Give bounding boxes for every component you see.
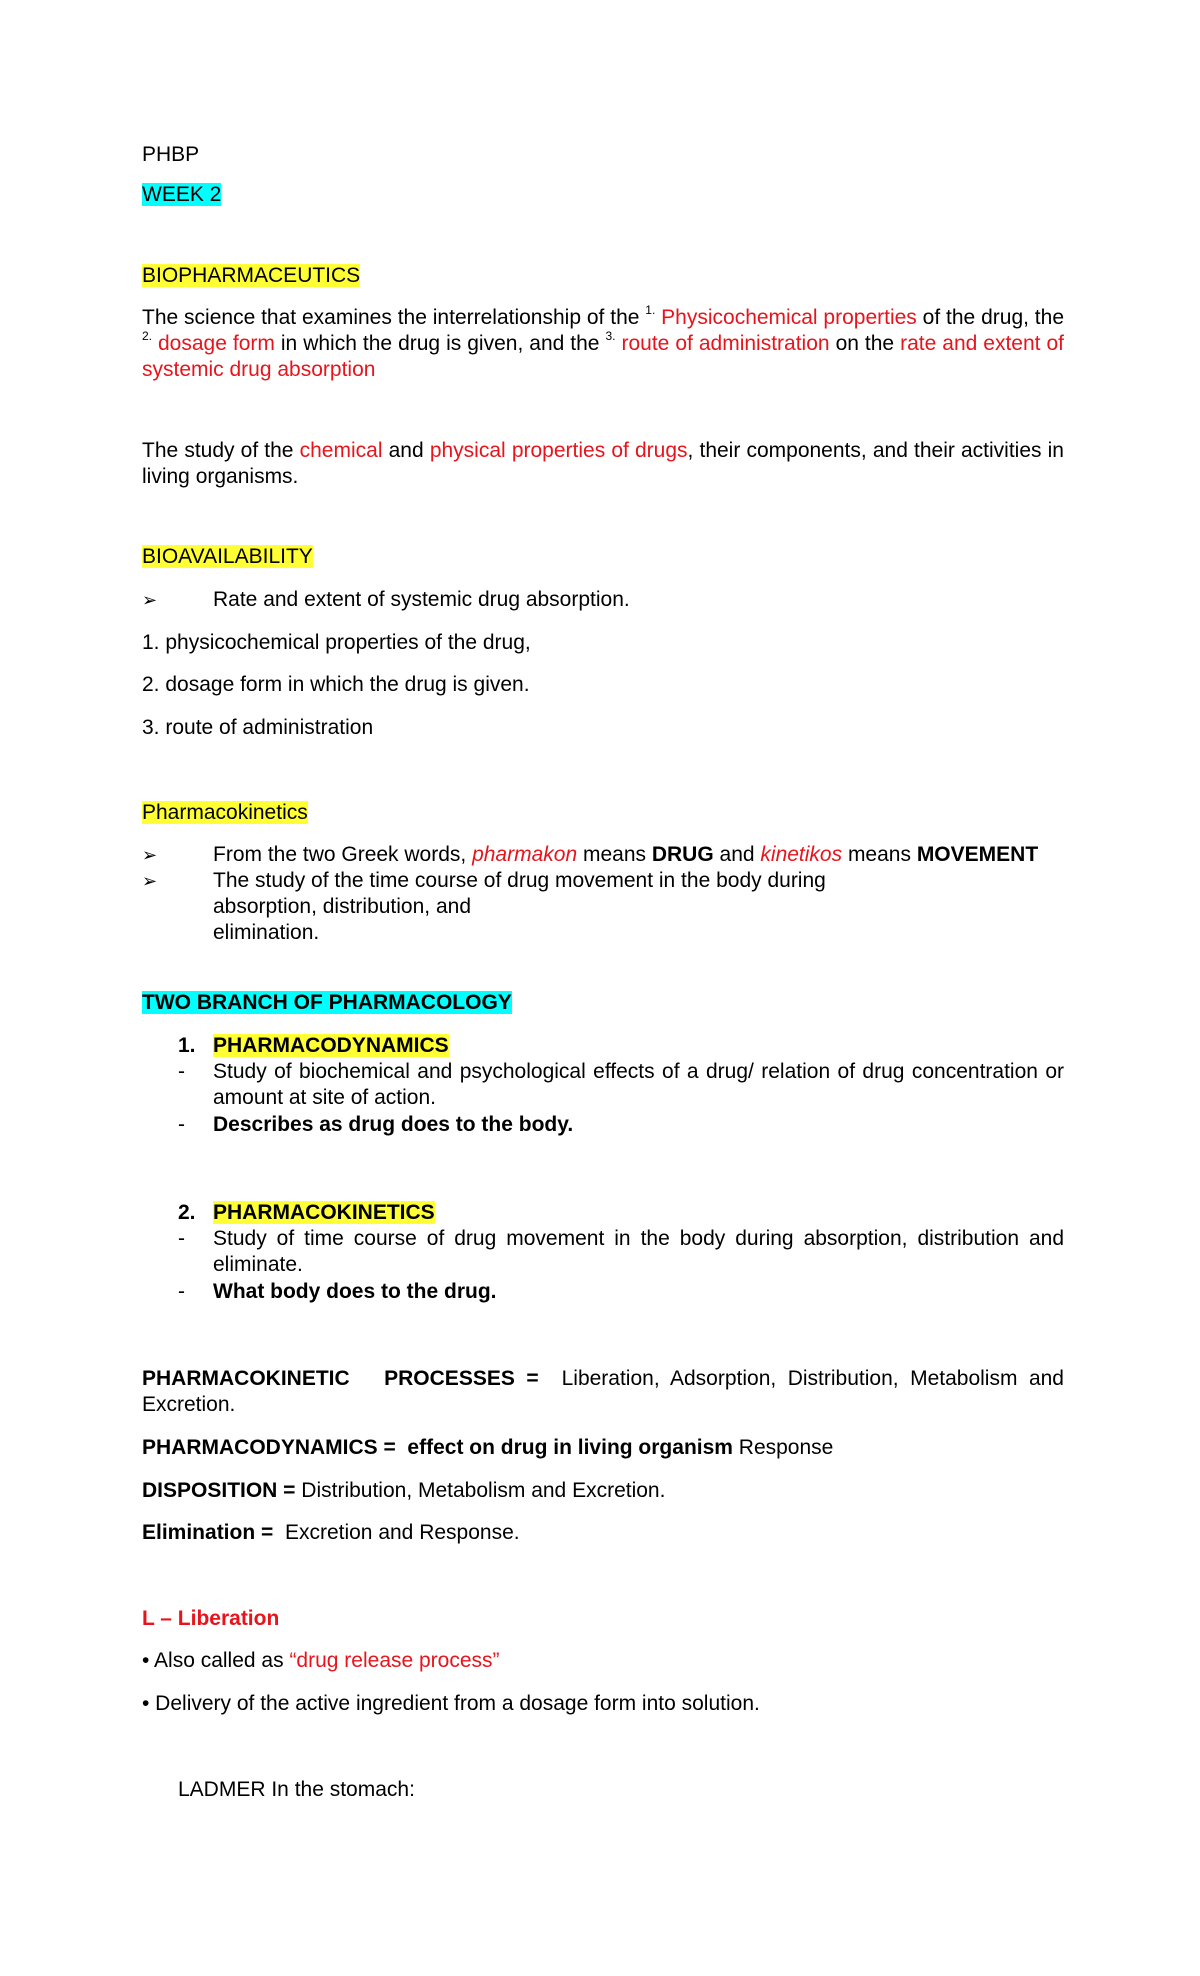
- liberation-heading: L – Liberation: [142, 1607, 280, 1630]
- pharmacokinetics-desc-1: - Study of time course of drug movement in the body during absorption, distribution and eliminate.: [178, 1227, 1064, 1276]
- document-page: PHBP WEEK 2 BIOPHARMACEUTICS The science that examines the interrelationship of the $^{1.}$ Physicochemical properties of the drug, the $^{2.}$ dosage form in which the drug is given, and the $^{3.}$ route of administration on the rate and extent of systemic drug absorption The study of the chemical and physical properties of drugs, their components, and their activities in living organisms. BIOAVAILABILITY ➢ Rate and extent of systemic drug absorption. 1. physicochemical properties of the drug, 2. dosage form in which the drug is given. 3. route of administration Pharmacokinetics ➢ From the two Greek words, pharmakon means DRUG and kinetikos means MOVEMENT ➢ The study of the time course of drug movement in the body during absorption, distribution, and elimination. TWO BRANCH OF PHARMACOLOGY 1. PHARMACODYNAMICS - Study of biochemical and psychological effects of a drug/ relation of drug concentration or amount at site of action. - Describes as drug does to the body. 2. PHARMACOKINETICS - Study of time course of drug movement in the body during absorption, distribution and eliminate. - What body does to the drug. PHARMACOKINETIC PROCESSES = Liberation, Adsorption, Distribution, Metabolism and Excretion. PHARMACODYNAMICS = effect on drug in living organism Response DISPOSITION = Distribution, Metabolism and Excretion. Elimination = Excretion and Response. L – Liberation • Also called as “drug release process” • Delivery of the active ingredient from a dosage form into solution. LADMER In the stomach:: [0, 0, 1200, 1976]
- biopharmaceutics-definition: The science that examines the interrelationship of the $^{1.}$ Physicochemical properties of the drug, the $^{2.}$ dosage form in which the drug is given, and the $^{3.}$ route of administration on the rate and extent of systemic drug absorption: [142, 303, 1065, 381]
- two-branch-heading: TWO BRANCH OF PHARMACOLOGY: [142, 991, 512, 1014]
- ladmer-note: LADMER In the stomach:: [178, 1778, 415, 1801]
- bioavailability-item-3: 3. route of administration: [142, 716, 374, 739]
- biopharmaceutics-study: The study of the chemical and physical properties of drugs, their components, and their activities in living organisms.: [142, 439, 1064, 488]
- arrow-bullet-icon: ➢: [142, 590, 158, 610]
- pk-processes-definition: PHARMACOKINETIC PROCESSES = Liberation, Adsorption, Distribution, Metabolism and Excretion.: [142, 1367, 1070, 1416]
- bioavailability-item-2: 2. dosage form in which the drug is given.: [142, 673, 530, 696]
- arrow-bullet-icon: ➢: [142, 871, 158, 891]
- disposition-definition: DISPOSITION = Distribution, Metabolism and Excretion.: [142, 1479, 666, 1502]
- pharmacokinetics-heading: Pharmacokinetics: [142, 801, 308, 824]
- liberation-bullet-2: • Delivery of the active ingredient from a dosage form into solution.: [142, 1692, 760, 1715]
- pharmacodynamics-definition: PHARMACODYNAMICS = effect on drug in living organism Response: [142, 1436, 834, 1459]
- bioavailability-heading: BIOAVAILABILITY: [142, 545, 313, 568]
- pharmacokinetics-bullet-2: ➢ The study of the time course of drug movement in the body during absorption, distribution, and elimination.: [142, 869, 826, 944]
- liberation-bullet-1: • Also called as “drug release process”: [142, 1649, 500, 1672]
- week-label: WEEK 2: [142, 183, 222, 206]
- bioavailability-item-1: 1. physicochemical properties of the drug,: [142, 631, 531, 654]
- arrow-bullet-icon: ➢: [142, 845, 158, 865]
- course-code: PHBP: [142, 143, 200, 166]
- pharmacodynamics-desc-1: - Study of biochemical and psychological effects of a drug/ relation of drug concentration or amount at site of action.: [178, 1060, 1064, 1109]
- biopharmaceutics-heading: BIOPHARMACEUTICS: [142, 264, 361, 287]
- elimination-definition: Elimination = Excretion and Response.: [142, 1521, 520, 1544]
